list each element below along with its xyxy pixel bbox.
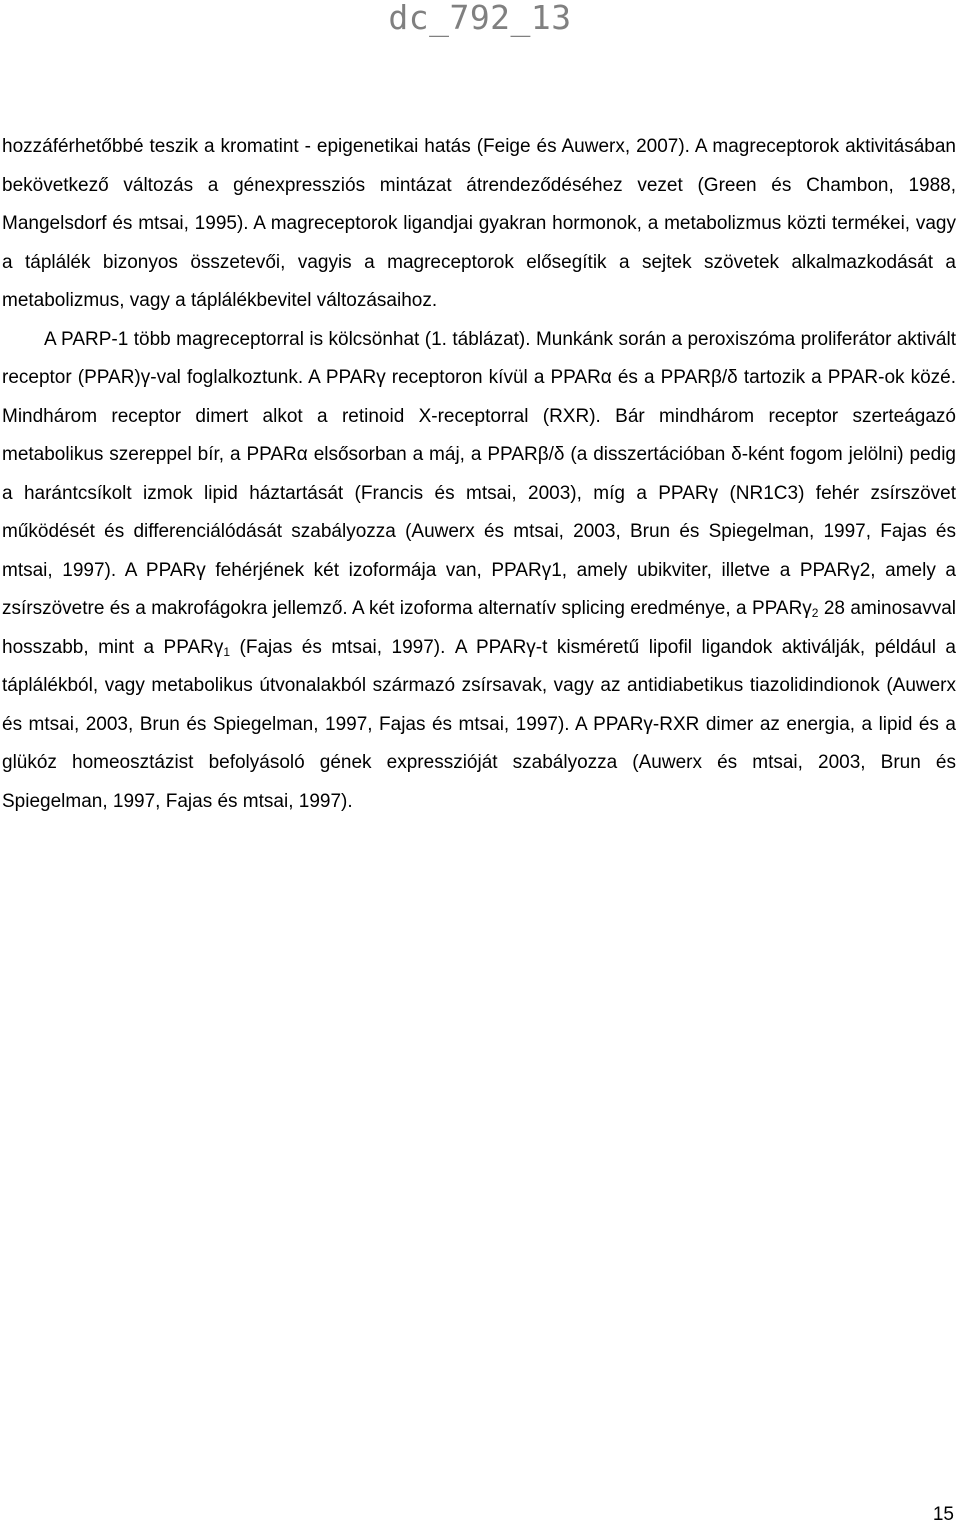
subscript-1: 1 (223, 644, 231, 659)
paragraph-ppar-text-3: (Fajas és mtsai, 1997). A PPARγ-t kisméretű lipofil ligandok aktiválják, például a táplálékból, vagy metabolikus útvonalakból származó zsírsavak, vagy az antidiabetikus tiazolidindionok (Auwerx és mtsai, 2003, Brun és Spiegelman, 1997, Fajas és mtsai, 1997). A PPARγ-RXR dimer az energia, a lipid és a glükóz homeosztázist befolyásoló gének expresszióját szabályozza (Auwerx és mtsai, 2003, Brun és Spiegelman, 1997, Fajas és mtsai, 1997). (2, 636, 956, 812)
page-number: 15 (932, 1504, 954, 1525)
paragraph-ppar-text-2: 28 aminosavval hosszabb, mint a PPARγ (2, 598, 956, 658)
paragraph-ppar-text-1: A PARP-1 több magreceptorral is kölcsönhat (1. táblázat). Munkánk során a peroxiszóma proliferátor aktivált receptor (PPAR)γ-val foglalkoztunk. A PPARγ receptoron kívül a PPARα és a PPARβ/δ tartozik a PPAR-ok közé. Mindhárom receptor dimert alkot a retinoid X-receptorral (RXR). Bár mindhárom receptor szerteágazó metabolikus szereppel bír, a PPARα elsősorban a máj, a PPARβ/δ (a disszertációban δ-ként fogom jelölni) pedig a harántcsíkolt izmok lipid háztartását (Francis és mtsai, 2003), míg a PPARγ (NR1C3) fehér zsírszövet működését és differenciálódását szabályozza (Auwerx és mtsai, 2003, Brun és Spiegelman, 1997, Fajas és mtsai, 1997). A PPARγ fehérjének két izoformája van, PPARγ1, amely ubikviter, illetve a PPARγ2, amely a zsírszövetre és a makrofágokra jellemző. A két izoforma alternatív splicing eredménye, a PPARγ (2, 328, 956, 619)
document-body (2, 128, 956, 821)
document-id-header: dc_792_13 (388, 0, 572, 37)
paragraph-ppar-gamma (2, 321, 956, 822)
subscript-2: 2 (811, 606, 819, 620)
paragraph-nuclear-receptors: hozzáférhetőbbé teszik a kromatint - epigenetikai hatás (Feige és Auwerx, 2007). A magreceptorok aktivitásában bekövetkező változás a génexpressziós mintázat átrendeződéséhez vezet (Green és Chambon, 1988, Mangelsdorf és mtsai, 1995). A magreceptorok ligandjai gyakran hormonok, a metabolizmus közti termékei, vagy a táplálék bizonyos összetevői, vagyis a magreceptorok elősegítik a sejtek szövetek alkalmazkodását a metabolizmus, vagy a táplálékbevitel változásaihoz. (2, 136, 956, 311)
